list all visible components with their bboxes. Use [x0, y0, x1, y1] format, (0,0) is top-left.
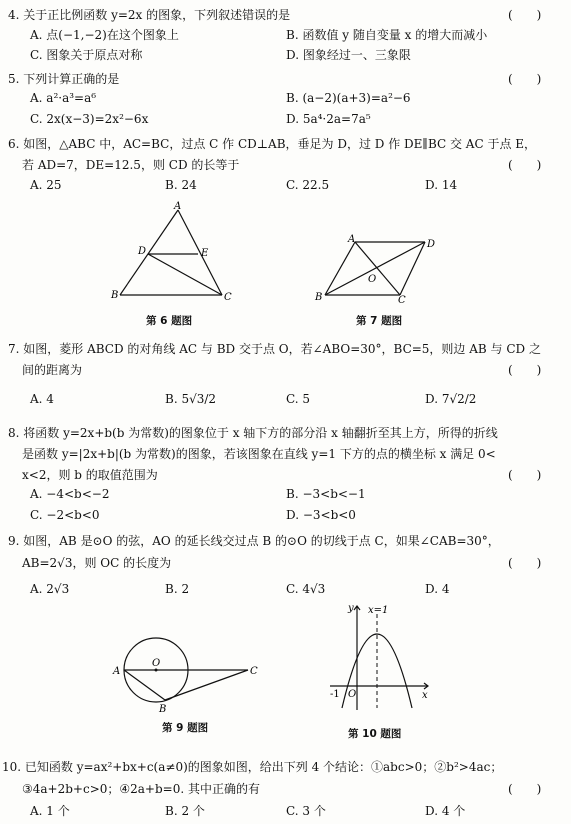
figure-9: [110, 628, 270, 713]
fig10-label-axis: x=1: [368, 605, 389, 616]
fig9-caption: 第 9 题图: [162, 722, 209, 734]
q10-option-a: A. 1 个: [30, 804, 70, 818]
fig10-label-o: O: [348, 689, 357, 700]
q4-option-a: A. 点(−1,−2)在这个图象上: [30, 28, 179, 42]
q4-option-b: B. 函数值 y 随自变量 x 的增大而减小: [286, 28, 488, 42]
q8-line3: x<2，则 b 的取值范围为: [22, 468, 158, 482]
q6-paren: ( ): [508, 158, 542, 172]
q5-option-d: D. 5a⁴·2a=7a⁵: [286, 112, 371, 126]
fig10-label-neg1: -1: [330, 689, 340, 700]
q6-option-a: A. 25: [30, 178, 62, 192]
fig9-label-o: O: [152, 658, 161, 669]
q10-line1: 10. 已知函数 y=ax²+bx+c(a≠0)的图象如图，给出下列 4 个结论：①abc>0；②b²>4ac；: [2, 760, 503, 774]
q9-line2: AB=2√3，则 OC 的长度为: [22, 556, 172, 570]
q7-option-c: C. 5: [286, 392, 311, 406]
q4-option-c: C. 图象关于原点对称: [30, 48, 143, 62]
q7-option-b: B. 5√3/2: [165, 392, 217, 406]
q5-option-c: C. 2x(x−3)=2x²−6x: [30, 112, 149, 126]
q8-line2: 是函数 y=|2x+b|(b 为常数)的图象，若该图象在直线 y=1 下方的点的横坐标 x 满足 0<: [22, 447, 496, 461]
q9-option-a: A. 2√3: [30, 582, 70, 596]
q4-option-d: D. 图象经过一、三象限: [286, 48, 411, 62]
fig6-label-b: B: [111, 290, 119, 301]
fig10-label-x: x: [422, 690, 428, 701]
q8-option-c: C. −2<b<0: [30, 508, 100, 522]
q5-stem: 5. 下列计算正确的是: [8, 72, 120, 86]
q7-paren: ( ): [508, 363, 542, 377]
figure-10: [320, 600, 440, 715]
fig10-caption: 第 10 题图: [348, 728, 402, 740]
q8-option-b: B. −3<b<−1: [286, 487, 366, 501]
fig6-label-e: E: [201, 248, 209, 259]
q7-line2: 间的距离为: [22, 363, 83, 377]
q9-option-b: B. 2: [165, 582, 190, 596]
q7-option-a: A. 4: [30, 392, 54, 406]
q9-option-d: D. 4: [425, 582, 450, 596]
fig7-label-d: D: [427, 239, 436, 250]
q8-line1: 8. 将函数 y=2x+b(b 为常数)的图象位于 x 轴下方的部分沿 x 轴翻折至其上方，所得的折线: [8, 426, 498, 440]
fig9-label-c: C: [250, 666, 258, 677]
fig6-label-a: A: [174, 201, 182, 212]
fig7-label-b: B: [315, 292, 323, 303]
q9-line1: 9. 如图，AB 是⊙O 的弦，AO 的延长线交过点 B 的⊙O 的切线于点 C，如果∠CAB=30°，: [8, 534, 500, 548]
fig9-label-a: A: [113, 666, 121, 677]
fig7-caption: 第 7 题图: [356, 315, 403, 327]
q10-option-d: D. 4 个: [425, 804, 466, 818]
q4-stem: 4. 关于正比例函数 y=2x 的图象，下列叙述错误的是: [8, 8, 291, 22]
q9-option-c: C. 4√3: [286, 582, 326, 596]
fig6-label-c: C: [224, 292, 232, 303]
q8-option-d: D. −3<b<0: [286, 508, 356, 522]
q8-paren: ( ): [508, 468, 542, 482]
q6-line1: 6. 如图，△ABC 中，AC=BC，过点 C 作 CD⊥AB，垂足为 D，过 D 作 DE∥BC 交 AC 于点 E，: [8, 137, 537, 151]
fig7-label-c: C: [398, 295, 406, 305]
fig6-label-d: D: [138, 246, 147, 257]
q7-line1: 7. 如图，菱形 ABCD 的对角线 AC 与 BD 交于点 O，若∠ABO=30°，BC=5，则边 AB 与 CD 之: [8, 342, 541, 356]
fig10-label-y: y: [348, 603, 354, 614]
fig7-label-o: O: [368, 274, 377, 285]
q10-line2: ③4a+2b+c>0；④2a+b=0. 其中正确的有: [22, 782, 260, 796]
q10-option-c: C. 3 个: [286, 804, 326, 818]
q5-option-b: B. (a−2)(a+3)=a²−6: [286, 91, 411, 105]
q8-option-a: A. −4<b<−2: [30, 487, 110, 501]
fig9-label-b: B: [159, 704, 167, 713]
q5-option-a: A. a²·a³=a⁶: [30, 91, 97, 105]
q6-line2: 若 AD=7，DE=12.5，则 CD 的长等于: [22, 158, 240, 172]
figure-6: [110, 200, 240, 305]
q4-paren: ( ): [508, 8, 542, 22]
q10-paren: ( ): [508, 782, 542, 796]
q5-paren: ( ): [508, 72, 542, 86]
fig6-caption: 第 6 题图: [146, 315, 193, 327]
q10-option-b: B. 2 个: [165, 804, 205, 818]
fig7-label-a: A: [348, 234, 356, 245]
q6-option-c: C. 22.5: [286, 178, 330, 192]
q7-option-d: D. 7√2/2: [425, 392, 477, 406]
q9-paren: ( ): [508, 556, 542, 570]
figure-7: [310, 230, 440, 305]
q6-option-d: D. 14: [425, 178, 458, 192]
q6-option-b: B. 24: [165, 178, 197, 192]
